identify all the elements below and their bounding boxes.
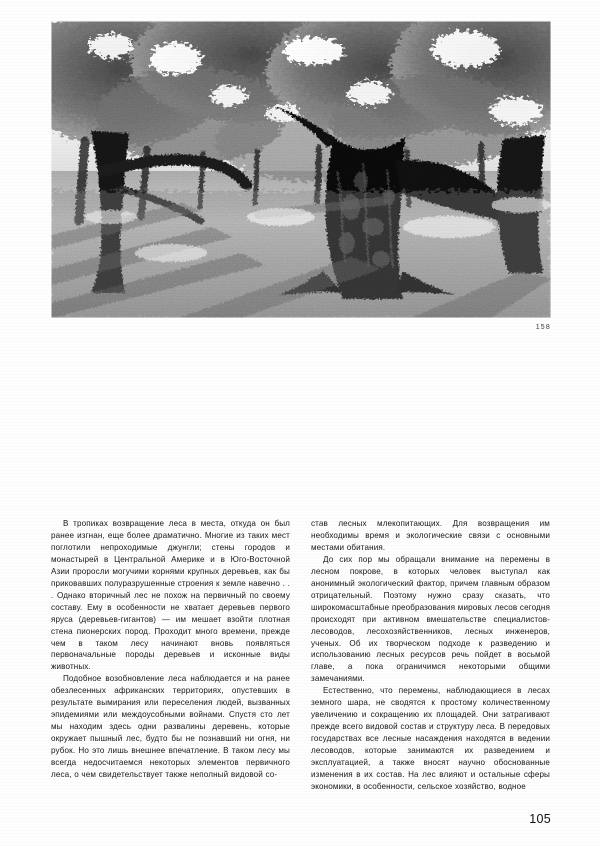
figure-number: 158 xyxy=(535,324,551,331)
paragraph: Естественно, что перемены, наблюдающиеся в лесах земного шара, не сводятся к простому количественному увеличению и сокращению их площадей. Они затрагивают прежде всего видовой состав и структуру леса. В передовых государствах все лесные насаждения находятся в ведении лесоводов, которые занимаются их разведением и эксплуатацией, а также вносят научно обоснованные изменения в их состав. На лес влияют и остальные сферы экономики, в особенности, сельское хозяйство, водное xyxy=(311,686,550,791)
paragraph: Подобное возобновление леса наблюдается и на ранее обезлесенных африканских территориях, опустевших в результате вымирания или переселения людей, вызванных эпидемиями или междоусобными войнами. Спустя сто лет мы находим здесь одни развалины деревень, которые окружает пышный лес, будто бы не познавший ни огня, ни рубок. Но это лишь внешнее впечатление. В таком лесу мы всегда недосчитаемся некоторых элементов первичного леса, о чем свидетельствует также неполный видовой со- xyxy=(51,674,290,780)
left-column xyxy=(51,518,290,800)
right-column xyxy=(311,518,550,800)
figure-block xyxy=(51,21,551,331)
paragraph: До сих пор мы обращали внимание на перемены в лесном покрове, в которых человек выступал как анонимный экологический фактор, причем главным образом отрицательный. Поэтому нужно сразу сказать, что широкомасштабные преобразования мировых лесов сегодня происходят при активном вмешательстве специалистов-лесоводов, лесохозяйственников, лесных инженеров, ученых. Об их творческом подходе к разведению и использованию лесных ресурсов речь пойдет в восьмой главе, а пока ограничимся некоторыми общими замечаниями. xyxy=(311,554,550,684)
paragraph-continuation: став лесных млекопитающих. Для возвращения им необходимы время и экологические связи с основными местами обитания. xyxy=(311,519,550,552)
page-number: 105 xyxy=(529,812,551,826)
paragraph: В тропиках возвращение леса в места, откуда он был ранее изгнан, еще более драматично. Многие из таких мест поглотили непроходимые джунгли; стены городов и монастырей в Центральной Америке и в Юго-Восточной Азии проросли могучими корнями крупных деревьев, как бы приковавших полуразрушенные строения к земле навечно . . . Однако вторичный лес не похож на первичный по своему составу. Ему в особенности не хватает деревьев первого яруса (деревьев-гигантов) — им мешает взойти плотная стена пионерских пород. Проходит много времени, прежде чем в таком лесу начинают вновь появляться первоначальные породы деревьев и исконные виды животных. xyxy=(51,519,290,672)
body-text-columns xyxy=(51,518,551,800)
olive-grove-photograph xyxy=(51,21,551,318)
